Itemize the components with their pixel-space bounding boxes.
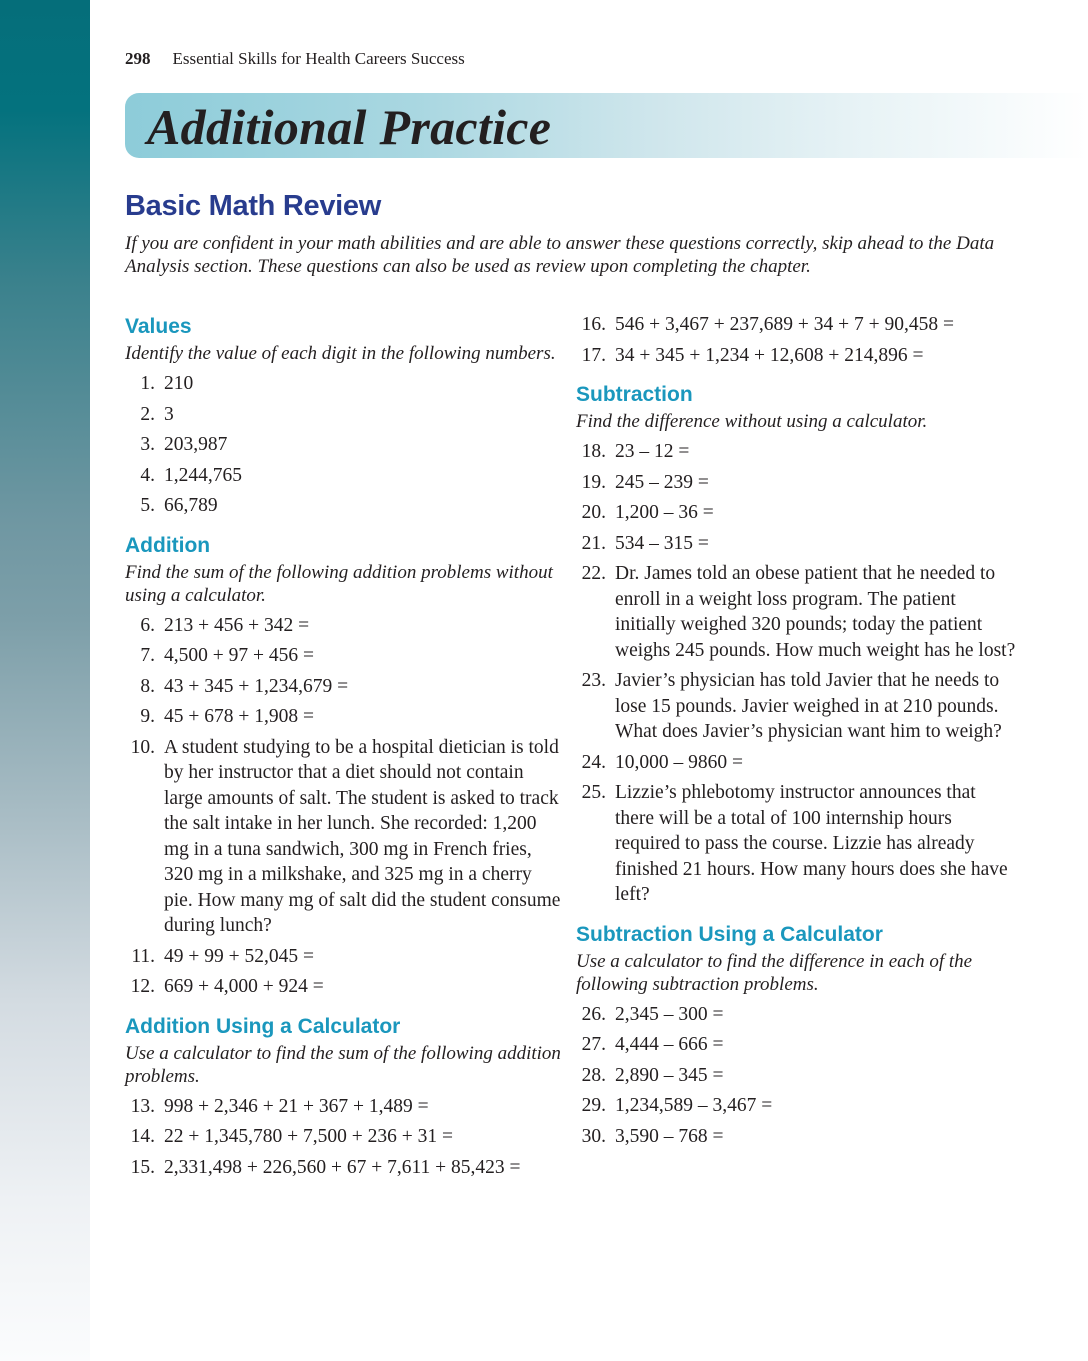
list-item: 15. 2,331,498 + 226,560 + 67 + 7,611 + 85,423 =	[130, 1156, 521, 1178]
subsection-heading-values: Values	[125, 315, 192, 338]
section-title: Basic Math Review	[125, 190, 381, 222]
list-item: 4. 1,244,765	[140, 464, 242, 486]
list-item: 19. 245 – 239 =	[581, 471, 709, 493]
subsection-heading-subtraction-calculator: Subtraction Using a Calculator	[576, 922, 883, 946]
instruction-subtraction: Find the difference without using a calculator.	[576, 411, 928, 432]
running-head	[125, 48, 465, 70]
list-item: 14. 22 + 1,345,780 + 7,500 + 236 + 31 =	[130, 1126, 453, 1147]
list-item: 3. 203,987	[140, 434, 228, 455]
chapter-banner	[125, 93, 1088, 158]
left-column	[125, 312, 565, 1185]
word-problem-item: 25. Lizzie’s phlebotomy instructor announces that there will be a total of 100 internship hours required to pass the course. Lizzie has already finished 21 hours. How many hours does she have left?	[581, 782, 1008, 905]
word-problem-item: 10. A student studying to be a hospital dietician is told by her instructor that a diet should not contain large amounts of salt. The student is asked to track the salt intake in her lunch. She recorded: 1,200 mg in a tuna sandwich, 300 mg in French fries, 320 mg in a milkshake, and 325 mg in a cherry pie. How many mg of salt did the student consume during lunch?	[130, 736, 561, 936]
list-subtraction	[576, 439, 1016, 908]
list-item: 2. 3	[140, 403, 174, 425]
list-item: 28. 2,890 – 345 =	[581, 1064, 724, 1086]
banner-title: Additional Practice	[147, 99, 552, 155]
word-problem-item: 22. Dr. James told an obese patient that he needed to enroll in a weight loss program. The patient initially weighed 320 pounds; today the patient weighs 245 pounds. How much weight has he lost?	[581, 563, 1016, 661]
instruction-values: Identify the value of each digit in the following numbers.	[125, 343, 556, 364]
list-item: 20. 1,200 – 36 =	[581, 502, 714, 523]
decorative-side-band	[0, 0, 90, 1361]
list-item: 13. 998 + 2,346 + 21 + 367 + 1,489 =	[130, 1095, 429, 1117]
list-item: 17. 34 + 345 + 1,234 + 12,608 + 214,896 =	[581, 344, 924, 366]
page-number: 298	[125, 49, 151, 68]
instruction-addition: Find the sum of the following addition problems without using a calculator.	[125, 561, 553, 606]
list-item: 26. 2,345 – 300 =	[581, 1003, 724, 1025]
list-item: 9. 45 + 678 + 1,908 =	[140, 706, 314, 727]
book-title: Essential Skills for Health Careers Success	[172, 49, 465, 68]
list-addition-calculator-continued	[576, 312, 1016, 368]
right-column	[576, 312, 1016, 1154]
list-item: 11. 49 + 99 + 52,045 =	[131, 945, 314, 967]
subsection-heading-addition: Addition	[125, 533, 211, 557]
list-item: 30. 3,590 – 768 =	[581, 1125, 724, 1147]
list-item: 16. 546 + 3,467 + 237,689 + 34 + 7 + 90,458 =	[581, 314, 954, 335]
section-intro: If you are confident in your math abilities and are able to answer these questions correctly, skip ahead to the Data Analysis section. These questions can also be used as review upon completing the chapter.	[125, 233, 995, 277]
list-item: 27. 4,444 – 666 =	[581, 1034, 724, 1055]
list-item: 21. 534 – 315 =	[581, 532, 709, 554]
list-item: 5. 66,789	[140, 495, 218, 516]
list-addition	[125, 613, 565, 1000]
list-item: 1. 210	[140, 373, 194, 394]
list-item: 12. 669 + 4,000 + 924 =	[130, 976, 324, 997]
list-item: 8. 43 + 345 + 1,234,679 =	[140, 675, 349, 697]
list-addition-calculator	[125, 1094, 565, 1181]
subsection-heading-addition-calculator: Addition Using a Calculator	[125, 1014, 401, 1038]
list-item: 6. 213 + 456 + 342 =	[140, 614, 310, 636]
list-item: 18. 23 – 12 =	[581, 441, 690, 462]
list-item: 7. 4,500 + 97 + 456 =	[140, 645, 314, 666]
list-values	[125, 371, 565, 519]
list-item: 24. 10,000 – 9860 =	[581, 751, 743, 773]
instruction-subtraction-calculator: Use a calculator to find the difference in each of the following subtraction problems.	[576, 950, 973, 995]
word-problem-item: 23. Javier’s physician has told Javier that he needs to lose 15 pounds. Javier weighed in at 210 pounds. What does Javier’s physician want him to weigh?	[581, 670, 1002, 742]
subsection-heading-subtraction: Subtraction	[576, 383, 693, 406]
list-subtraction-calculator	[576, 1002, 1016, 1150]
instruction-addition-calculator: Use a calculator to find the sum of the following addition problems.	[125, 1042, 561, 1087]
list-item: 29. 1,234,589 – 3,467 =	[581, 1095, 773, 1116]
